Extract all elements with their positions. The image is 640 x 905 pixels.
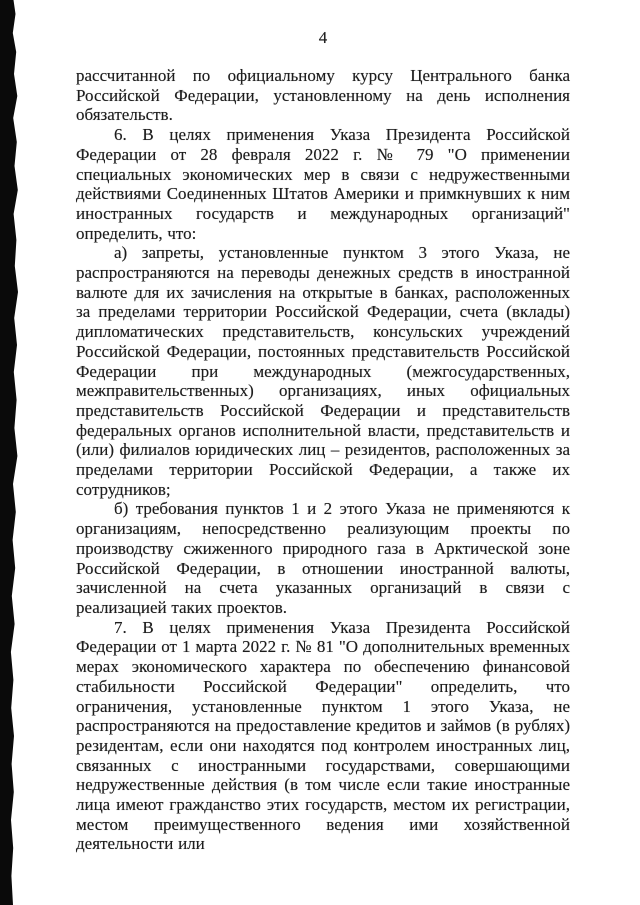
paragraph-obligations: рассчитанной по официальному курсу Центрального банка Российской Федерации, установленному на день исполнения обязательств.: [76, 66, 570, 125]
page-number: 4: [318, 28, 328, 47]
document-body: [76, 66, 570, 854]
paragraph-item-6: 6. В целях применения Указа Президента Российской Федерации от 28 февраля 2022 г. № 79 "О применении специальных экономических мер в связи с недружественными действиями Соединенных Штатов Америки и примкнувших к ним иностранных государств и международных организаций" определить, что:: [76, 125, 570, 243]
paragraph-item-7: 7. В целях применения Указа Президента Российской Федерации от 1 марта 2022 г. № 81 "О дополнительных временных мерах экономического характера по обеспечению финансовой стабильности Российской Федерации" определить, что ограничения, установленные пунктом 1 этого Указа, не распространяются на предоставление кредитов и займов (в рублях) резидентам, если они находятся под контролем иностранных лиц, связанных с иностранными государствами, совершающими недружественные действия (в том числе если такие иностранные лица имеют гражданство этих государств, местом их регистрации, местом преимущественного ведения ими хозяйственной деятельности или: [76, 617, 570, 854]
scan-dark-edge-artifact: [0, 0, 22, 905]
paragraph-subitem-a: а) запреты, установленные пунктом 3 этого Указа, не распространяются на переводы денежных средств в иностранной валюте для их зачисления на открытые в банках, расположенных за пределами территории Российской Федерации, счета (вклады) дипломатических представительств, консульских учреждений Российской Федерации, постоянных представительств Российской Федерации при международных (межгосударственных, межправительственных) организациях, иных официальных представительств Российской Федерации и представительств федеральных органов исполнительной власти, представительств и (или) филиалов юридических лиц – резидентов, расположенных за пределами территории Российской Федерации, а также их сотрудников;: [76, 243, 570, 499]
paragraph-subitem-b: б) требования пунктов 1 и 2 этого Указа не применяются к организациям, непосредственно реализующим проекты по производству сжиженного природного газа в Арктической зоне Российской Федерации, в отношении иностранной валюты, зачисленной на счета указанных организаций в связи с реализацией таких проектов.: [76, 499, 570, 617]
